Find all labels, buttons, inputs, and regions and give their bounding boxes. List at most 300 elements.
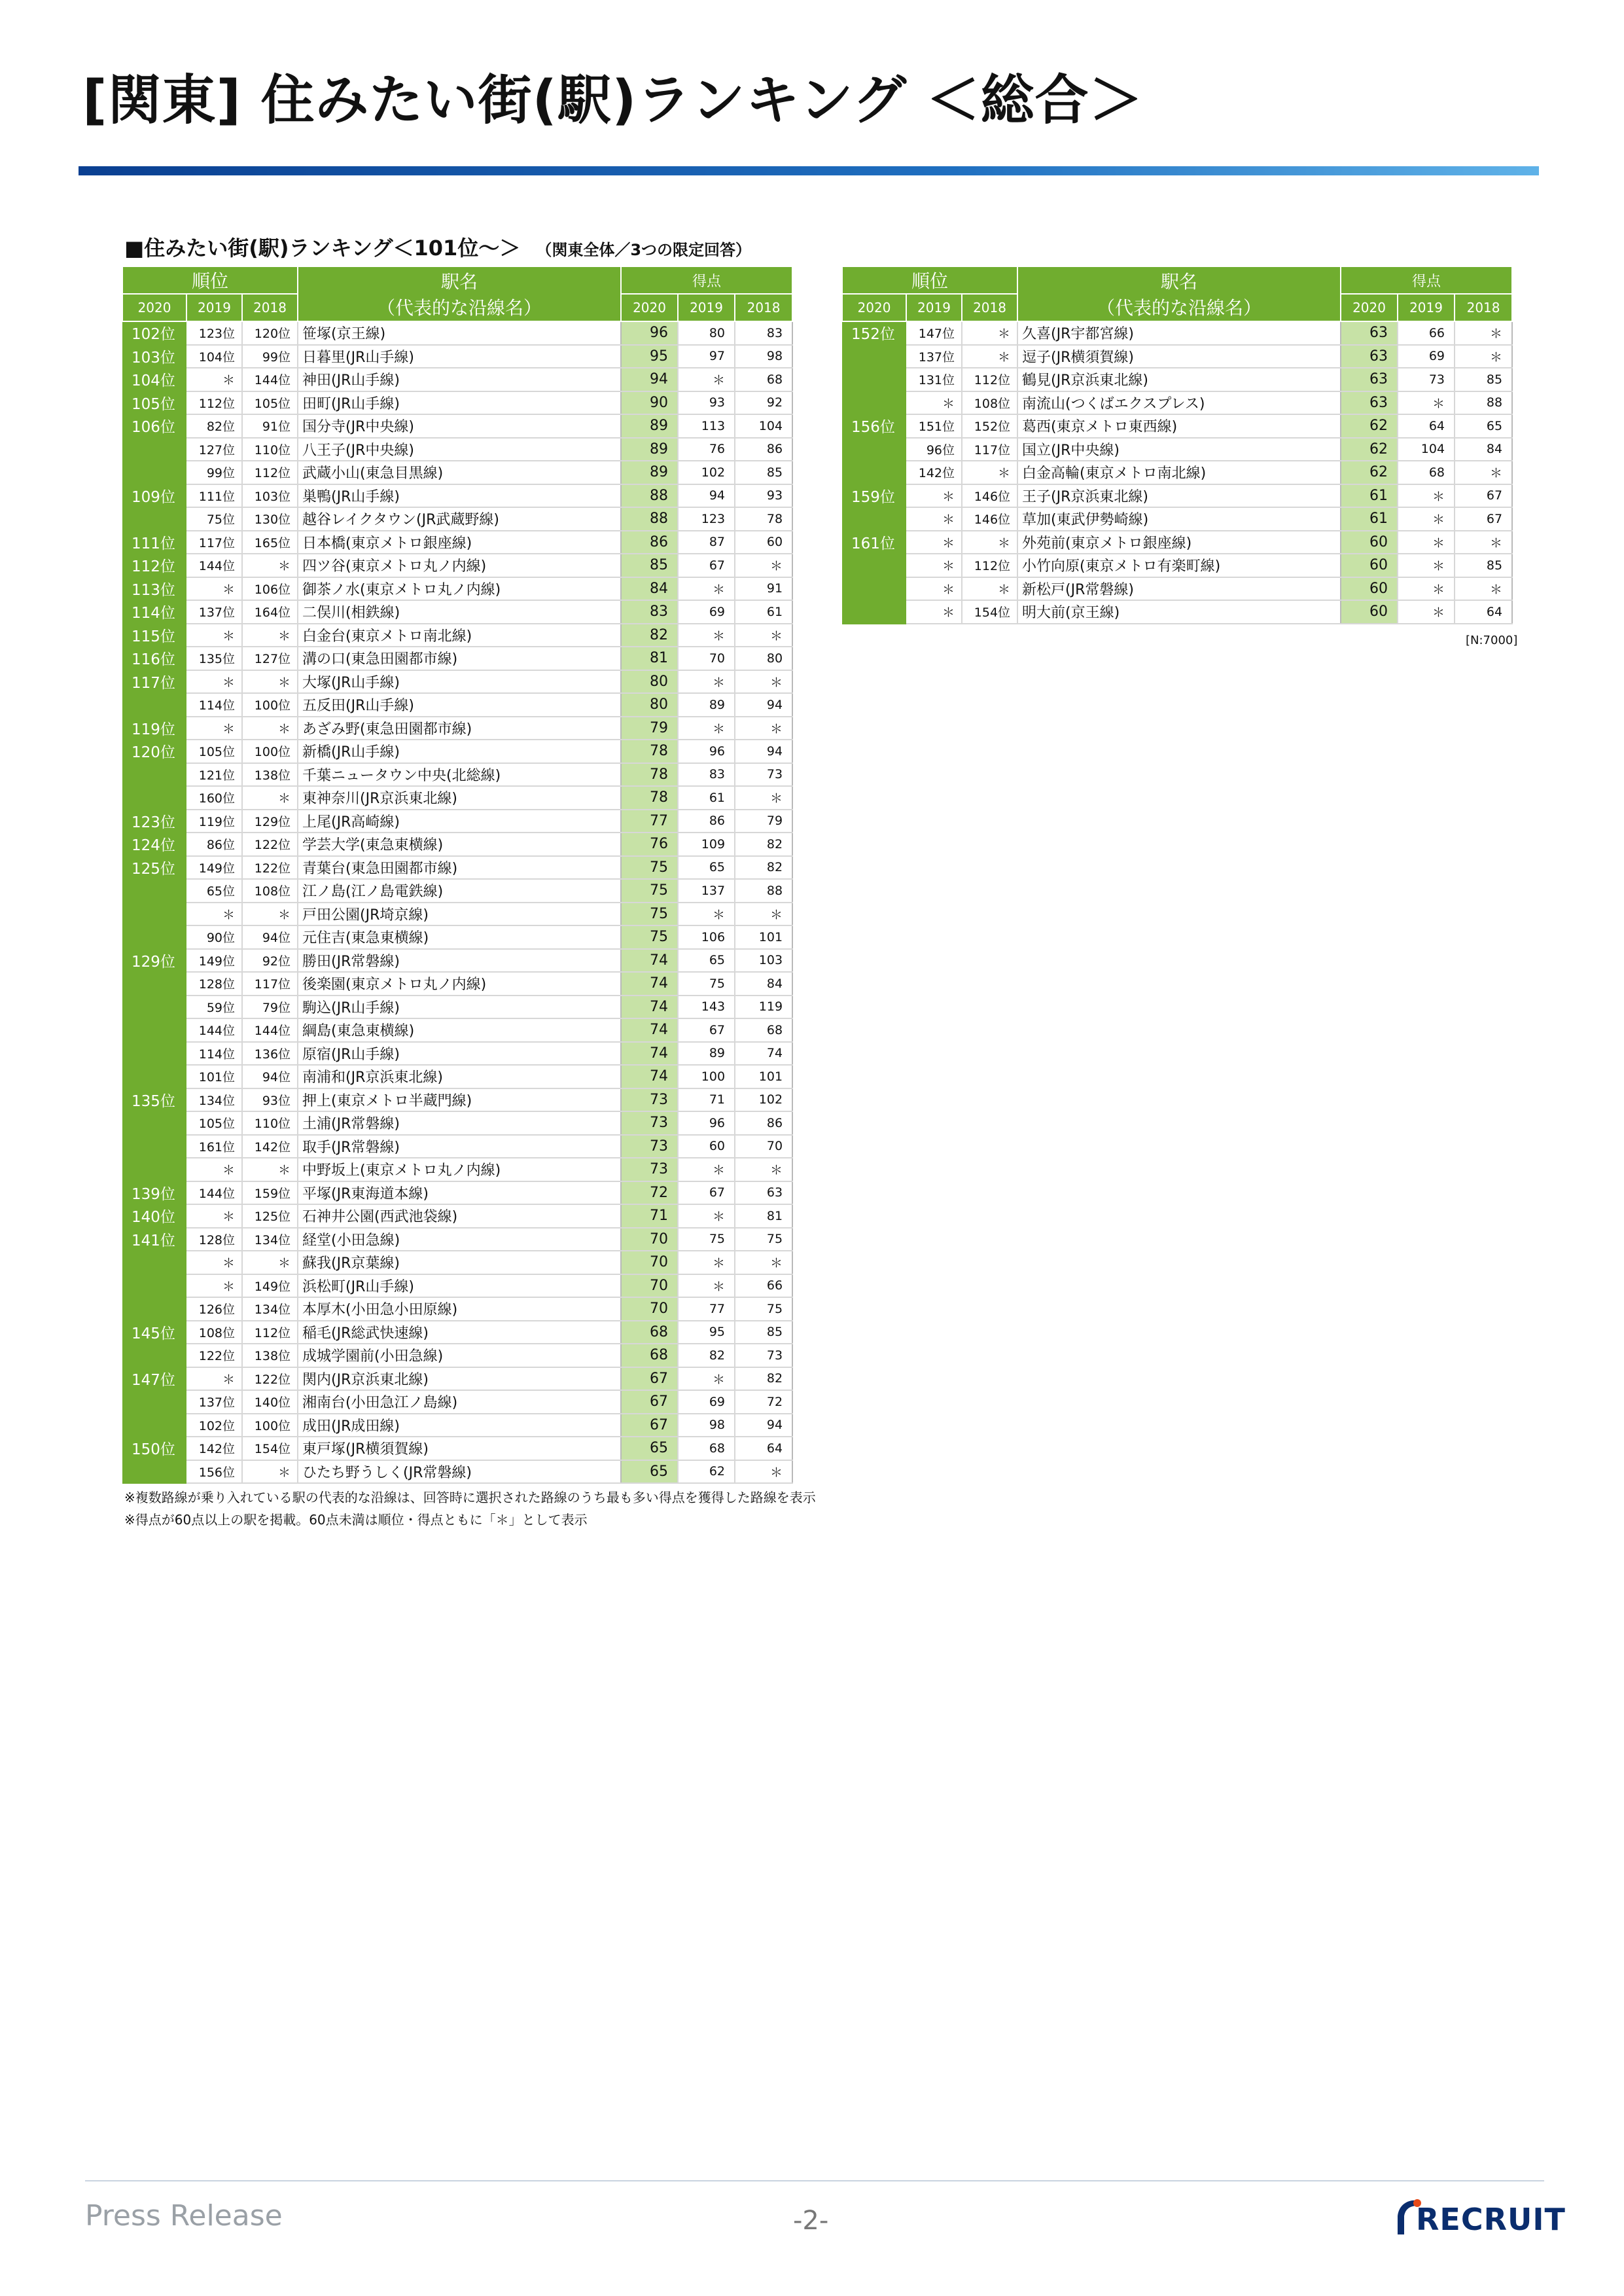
score-2020-cell: 68: [621, 1344, 678, 1367]
rank-2018-cell: 154位: [962, 600, 1017, 624]
rank-2018-cell: 140位: [242, 1390, 298, 1414]
rank-2019-cell: 114位: [186, 1042, 242, 1066]
rank-cell: 140位: [122, 1204, 186, 1228]
score-2019-cell: 123: [678, 507, 735, 531]
table-row: [122, 531, 792, 554]
rank-2019-cell: 151位: [906, 414, 962, 438]
score-2020-cell: 74: [621, 1042, 678, 1066]
score-2018-cell: 65: [1455, 414, 1512, 438]
score-2019-cell: 67: [678, 1018, 735, 1042]
score-2018-cell: 98: [735, 345, 792, 368]
rank-2018-cell: 103位: [242, 484, 298, 508]
rank-cell: [122, 1297, 186, 1321]
score-2020-cell: 77: [621, 810, 678, 833]
table-row: [122, 1367, 792, 1391]
rank-cell: [842, 461, 906, 484]
score-2019-cell: 97: [678, 345, 735, 368]
rank-2019-cell: 90位: [186, 925, 242, 949]
station-name-cell: 中野坂上(東京メトロ丸ノ内線): [298, 1158, 621, 1181]
score-2019-cell: ＊: [1398, 554, 1455, 577]
score-2020-cell: 75: [621, 856, 678, 880]
score-2020-cell: 89: [621, 461, 678, 484]
station-name-cell: 明大前(京王線): [1017, 600, 1341, 624]
score-2018-cell: 61: [735, 600, 792, 624]
score-2019-cell: 65: [678, 949, 735, 973]
rank-2019-cell: 122位: [186, 1344, 242, 1367]
header-rank-2019: 2019: [906, 294, 962, 321]
score-2018-cell: 74: [735, 1042, 792, 1066]
score-2020-cell: 76: [621, 833, 678, 856]
rank-2018-cell: ＊: [242, 903, 298, 926]
rank-cell: [842, 577, 906, 601]
rank-2018-cell: 122位: [242, 856, 298, 880]
rank-cell: 152位: [842, 321, 906, 345]
score-2018-cell: ＊: [735, 554, 792, 577]
station-name-cell: 四ツ谷(東京メトロ丸ノ内線): [298, 554, 621, 577]
station-name-cell: 逗子(JR横須賀線): [1017, 345, 1341, 368]
score-2018-cell: 68: [735, 368, 792, 391]
score-2020-cell: 60: [1341, 577, 1398, 601]
score-2019-cell: 102: [678, 461, 735, 484]
station-name-cell: 土浦(JR常磐線): [298, 1111, 621, 1135]
score-2018-cell: 101: [735, 1065, 792, 1088]
score-2018-cell: ＊: [735, 624, 792, 647]
rank-cell: 156位: [842, 414, 906, 438]
rank-2019-cell: 101位: [186, 1065, 242, 1088]
station-name-cell: 国立(JR中央線): [1017, 438, 1341, 461]
rank-cell: [842, 507, 906, 531]
table-row: [842, 368, 1512, 391]
station-name-cell: 二俣川(相鉄線): [298, 600, 621, 624]
score-2018-cell: ＊: [1455, 345, 1512, 368]
rank-2018-cell: 112位: [242, 461, 298, 484]
station-name-cell: 経堂(小田急線): [298, 1228, 621, 1251]
score-2019-cell: 95: [678, 1321, 735, 1344]
rank-2018-cell: 136位: [242, 1042, 298, 1066]
table-row: [842, 391, 1512, 415]
score-2019-cell: 86: [678, 810, 735, 833]
score-2020-cell: 60: [1341, 600, 1398, 624]
station-name-cell: 白金台(東京メトロ南北線): [298, 624, 621, 647]
rank-cell: 120位: [122, 740, 186, 763]
score-2018-cell: 84: [1455, 438, 1512, 461]
rank-2019-cell: 144位: [186, 554, 242, 577]
rank-2018-cell: 105位: [242, 391, 298, 415]
rank-2019-cell: 144位: [186, 1181, 242, 1205]
score-2020-cell: 70: [621, 1297, 678, 1321]
rank-2019-cell: 137位: [186, 600, 242, 624]
station-name-cell: 江ノ島(江ノ島電鉄線): [298, 879, 621, 903]
rank-cell: 119位: [122, 717, 186, 740]
score-2020-cell: 84: [621, 577, 678, 601]
score-2018-cell: 85: [1455, 368, 1512, 391]
rank-cell: [842, 391, 906, 415]
rank-2019-cell: 134位: [186, 1088, 242, 1112]
rank-2018-cell: 125位: [242, 1204, 298, 1228]
score-2020-cell: 67: [621, 1414, 678, 1437]
score-2020-cell: 75: [621, 925, 678, 949]
table-row: [122, 670, 792, 694]
score-2018-cell: 85: [735, 1321, 792, 1344]
table-row: [122, 1344, 792, 1367]
table-row: [122, 856, 792, 880]
score-2020-cell: 61: [1341, 484, 1398, 508]
rank-2019-cell: 131位: [906, 368, 962, 391]
table-row: [122, 949, 792, 973]
score-2019-cell: 93: [678, 391, 735, 415]
score-2019-cell: 143: [678, 996, 735, 1019]
rank-cell: [122, 925, 186, 949]
rank-2019-cell: 121位: [186, 763, 242, 787]
score-2019-cell: ＊: [1398, 531, 1455, 554]
header-rank-2018: 2018: [962, 294, 1017, 321]
rank-cell: [122, 903, 186, 926]
score-2019-cell: 89: [678, 693, 735, 717]
table-row: [122, 1390, 792, 1414]
score-2019-cell: ＊: [678, 1251, 735, 1274]
press-release-label: Press Release: [85, 2199, 283, 2233]
table-row: [122, 1135, 792, 1158]
rank-2019-cell: 75位: [186, 507, 242, 531]
score-2020-cell: 74: [621, 1065, 678, 1088]
rank-2019-cell: 142位: [186, 1437, 242, 1460]
section-heading: [124, 232, 751, 262]
station-name-cell: 五反田(JR山手線): [298, 693, 621, 717]
rank-2018-cell: 164位: [242, 600, 298, 624]
score-2020-cell: 73: [621, 1111, 678, 1135]
header-score-2020: 2020: [1341, 294, 1398, 321]
rank-2018-cell: 100位: [242, 693, 298, 717]
station-name-cell: 東神奈川(JR京浜東北線): [298, 786, 621, 810]
header-rank-2020: 2020: [842, 294, 906, 321]
title-underline: [79, 166, 1539, 175]
header-score: 得点: [1341, 266, 1512, 294]
table-row: [122, 833, 792, 856]
rank-2019-cell: 144位: [186, 1018, 242, 1042]
rank-2019-cell: ＊: [906, 600, 962, 624]
score-2019-cell: ＊: [1398, 391, 1455, 415]
station-name-cell: 南流山(つくばエクスプレス): [1017, 391, 1341, 415]
station-name-cell: 久喜(JR宇都宮線): [1017, 321, 1341, 345]
table-row: [122, 414, 792, 438]
rank-2019-cell: ＊: [906, 531, 962, 554]
rank-cell: [122, 507, 186, 531]
score-2019-cell: 61: [678, 786, 735, 810]
score-2018-cell: 60: [735, 531, 792, 554]
score-2019-cell: 80: [678, 321, 735, 345]
rank-2018-cell: 144位: [242, 368, 298, 391]
rank-2018-cell: ＊: [242, 786, 298, 810]
score-2020-cell: 78: [621, 786, 678, 810]
score-2018-cell: 78: [735, 507, 792, 531]
station-name-cell: 小竹向原(東京メトロ有楽町線): [1017, 554, 1341, 577]
table-row: [122, 1042, 792, 1066]
table-row: [842, 414, 1512, 438]
rank-2019-cell: 108位: [186, 1321, 242, 1344]
score-2020-cell: 63: [1341, 368, 1398, 391]
header-rank-2020: 2020: [122, 294, 186, 321]
score-2019-cell: 69: [678, 600, 735, 624]
station-name-cell: 青葉台(東急田園都市線): [298, 856, 621, 880]
score-2020-cell: 80: [621, 693, 678, 717]
table-row: [122, 1204, 792, 1228]
station-name-cell: 関内(JR京浜東北線): [298, 1367, 621, 1391]
rank-2018-cell: ＊: [962, 321, 1017, 345]
score-2020-cell: 74: [621, 949, 678, 973]
score-2020-cell: 88: [621, 507, 678, 531]
rank-2019-cell: ＊: [186, 1274, 242, 1298]
rank-2018-cell: ＊: [962, 531, 1017, 554]
score-2019-cell: 113: [678, 414, 735, 438]
score-2020-cell: 75: [621, 903, 678, 926]
score-2020-cell: 65: [621, 1460, 678, 1484]
table-row: [122, 461, 792, 484]
rank-cell: [122, 693, 186, 717]
table-row: [122, 717, 792, 740]
score-2019-cell: 109: [678, 833, 735, 856]
table-row: [842, 600, 1512, 624]
score-2018-cell: 79: [735, 810, 792, 833]
rank-cell: 112位: [122, 554, 186, 577]
station-name-cell: 巣鴨(JR山手線): [298, 484, 621, 508]
station-name-cell: 新松戸(JR常磐線): [1017, 577, 1341, 601]
header-score-2018: 2018: [735, 294, 792, 321]
header-station-line: （代表的な沿線名）: [377, 297, 542, 319]
rank-2019-cell: ＊: [186, 1367, 242, 1391]
rank-2018-cell: 110位: [242, 438, 298, 461]
score-2020-cell: 72: [621, 1181, 678, 1205]
rank-cell: [122, 1018, 186, 1042]
score-2020-cell: 85: [621, 554, 678, 577]
rank-2019-cell: 112位: [186, 391, 242, 415]
station-name-cell: 原宿(JR山手線): [298, 1042, 621, 1066]
score-2020-cell: 79: [621, 717, 678, 740]
rank-cell: [122, 972, 186, 996]
station-name-cell: 南浦和(JR京浜東北線): [298, 1065, 621, 1088]
score-2018-cell: 63: [735, 1181, 792, 1205]
table-row: [122, 321, 792, 345]
recruit-logo-text: RECRUIT: [1416, 2202, 1566, 2237]
rank-cell: 139位: [122, 1181, 186, 1205]
rank-2018-cell: 112位: [962, 368, 1017, 391]
score-2018-cell: 75: [735, 1228, 792, 1251]
score-2018-cell: 67: [1455, 507, 1512, 531]
score-2019-cell: ＊: [678, 577, 735, 601]
score-2018-cell: 94: [735, 693, 792, 717]
score-2019-cell: ＊: [678, 717, 735, 740]
score-2020-cell: 63: [1341, 391, 1398, 415]
rank-cell: 150位: [122, 1437, 186, 1460]
rank-2018-cell: 154位: [242, 1437, 298, 1460]
table-row: [122, 1018, 792, 1042]
score-2018-cell: ＊: [1455, 461, 1512, 484]
rank-2018-cell: ＊: [242, 670, 298, 694]
table-row: [122, 1274, 792, 1298]
score-2019-cell: 89: [678, 1042, 735, 1066]
rank-cell: [842, 554, 906, 577]
score-2018-cell: 82: [735, 856, 792, 880]
station-name-cell: 成田(JR成田線): [298, 1414, 621, 1437]
station-name-cell: 白金高輪(東京メトロ南北線): [1017, 461, 1341, 484]
rank-cell: [122, 1042, 186, 1066]
rank-2019-cell: 119位: [186, 810, 242, 833]
rank-cell: [122, 1460, 186, 1484]
rank-2018-cell: ＊: [242, 1158, 298, 1181]
rank-cell: 129位: [122, 949, 186, 973]
score-2018-cell: 81: [735, 1204, 792, 1228]
station-name-cell: 国分寺(JR中央線): [298, 414, 621, 438]
rank-2018-cell: 93位: [242, 1088, 298, 1112]
score-2020-cell: 75: [621, 879, 678, 903]
page-title: [関東] 住みたい街(駅)ランキング ＜総合＞: [82, 69, 1144, 132]
rank-cell: [842, 438, 906, 461]
score-2020-cell: 70: [621, 1228, 678, 1251]
rank-2019-cell: 117位: [186, 531, 242, 554]
score-2019-cell: 98: [678, 1414, 735, 1437]
rank-cell: 104位: [122, 368, 186, 391]
score-2019-cell: ＊: [1398, 484, 1455, 508]
rank-cell: [842, 368, 906, 391]
header-rank-2018: 2018: [242, 294, 298, 321]
page-number: -2-: [793, 2206, 829, 2236]
table-row: [122, 1297, 792, 1321]
rank-2019-cell: 137位: [906, 345, 962, 368]
rank-cell: 116位: [122, 647, 186, 670]
ranking-rows-right: [842, 321, 1512, 624]
score-2020-cell: 74: [621, 972, 678, 996]
table-row: [122, 740, 792, 763]
score-2020-cell: 74: [621, 1018, 678, 1042]
rank-cell: [122, 1065, 186, 1088]
footer-divider: [85, 2180, 1544, 2181]
score-2018-cell: ＊: [735, 1158, 792, 1181]
rank-cell: 109位: [122, 484, 186, 508]
score-2020-cell: 68: [621, 1321, 678, 1344]
score-2019-cell: 70: [678, 647, 735, 670]
station-name-cell: 日本橋(東京メトロ銀座線): [298, 531, 621, 554]
station-name-cell: 王子(JR京浜東北線): [1017, 484, 1341, 508]
station-name-cell: 鶴見(JR京浜東北線): [1017, 368, 1341, 391]
header-score-2018: 2018: [1455, 294, 1512, 321]
rank-2019-cell: 142位: [906, 461, 962, 484]
note-line-2: ※得点が60点以上の駅を掲載。60点未満は順位・得点ともに「＊」として表示: [124, 1512, 588, 1528]
score-2018-cell: 73: [735, 763, 792, 787]
station-name-cell: 後楽園(東京メトロ丸ノ内線): [298, 972, 621, 996]
score-2019-cell: ＊: [1398, 507, 1455, 531]
rank-2019-cell: 137位: [186, 1390, 242, 1414]
score-2019-cell: 137: [678, 879, 735, 903]
rank-2018-cell: 108位: [962, 391, 1017, 415]
rank-2019-cell: 104位: [186, 345, 242, 368]
score-2018-cell: 86: [735, 438, 792, 461]
table-row: [122, 345, 792, 368]
score-2018-cell: 119: [735, 996, 792, 1019]
score-2019-cell: 65: [678, 856, 735, 880]
table-row: [122, 1321, 792, 1344]
score-2019-cell: 104: [1398, 438, 1455, 461]
table-row: [842, 461, 1512, 484]
rank-2019-cell: 111位: [186, 484, 242, 508]
score-2020-cell: 62: [1341, 414, 1398, 438]
station-name-cell: 蘇我(JR京葉線): [298, 1251, 621, 1274]
ranking-table-right: [841, 266, 1513, 624]
rank-2019-cell: 161位: [186, 1135, 242, 1158]
score-2019-cell: 68: [678, 1437, 735, 1460]
rank-2018-cell: 134位: [242, 1228, 298, 1251]
rank-2018-cell: 138位: [242, 1344, 298, 1367]
score-2018-cell: ＊: [1455, 531, 1512, 554]
rank-2018-cell: ＊: [962, 461, 1017, 484]
score-2018-cell: 75: [735, 1297, 792, 1321]
rank-cell: 111位: [122, 531, 186, 554]
rank-2019-cell: ＊: [186, 1158, 242, 1181]
score-2018-cell: 64: [1455, 600, 1512, 624]
score-2018-cell: 85: [735, 461, 792, 484]
ranking-table-left: [122, 266, 793, 1484]
rank-2018-cell: 100位: [242, 1414, 298, 1437]
score-2019-cell: ＊: [678, 903, 735, 926]
score-2019-cell: 100: [678, 1065, 735, 1088]
score-2018-cell: 102: [735, 1088, 792, 1112]
rank-cell: 145位: [122, 1321, 186, 1344]
rank-cell: 106位: [122, 414, 186, 438]
rank-cell: 113位: [122, 577, 186, 601]
score-2020-cell: 73: [621, 1158, 678, 1181]
table-row: [122, 647, 792, 670]
rank-cell: 161位: [842, 531, 906, 554]
rank-2019-cell: 86位: [186, 833, 242, 856]
rank-2019-cell: ＊: [186, 368, 242, 391]
header-station-line: （代表的な沿線名）: [1097, 297, 1262, 319]
rank-2019-cell: ＊: [906, 484, 962, 508]
score-2020-cell: 73: [621, 1135, 678, 1158]
rank-2018-cell: 149位: [242, 1274, 298, 1298]
score-2020-cell: 83: [621, 600, 678, 624]
station-name-cell: 石神井公園(西武池袋線): [298, 1204, 621, 1228]
score-2020-cell: 63: [1341, 321, 1398, 345]
station-name-cell: 千葉ニュータウン中央(北総線): [298, 763, 621, 787]
station-name-cell: 越谷レイクタウン(JR武蔵野線): [298, 507, 621, 531]
rank-2018-cell: ＊: [242, 624, 298, 647]
score-2020-cell: 90: [621, 391, 678, 415]
header-score-2020: 2020: [621, 294, 678, 321]
station-name-cell: 取手(JR常磐線): [298, 1135, 621, 1158]
score-2019-cell: 67: [678, 554, 735, 577]
table-row: [122, 600, 792, 624]
rank-2019-cell: 65位: [186, 879, 242, 903]
score-2020-cell: 65: [621, 1437, 678, 1460]
rank-2019-cell: 149位: [186, 856, 242, 880]
rank-2018-cell: 91位: [242, 414, 298, 438]
rank-2019-cell: 135位: [186, 647, 242, 670]
score-2018-cell: 73: [735, 1344, 792, 1367]
score-2018-cell: 88: [1455, 391, 1512, 415]
rank-cell: 124位: [122, 833, 186, 856]
rank-2019-cell: ＊: [186, 903, 242, 926]
score-2019-cell: ＊: [678, 368, 735, 391]
score-2018-cell: 64: [735, 1437, 792, 1460]
station-name-cell: 笹塚(京王線): [298, 321, 621, 345]
score-2018-cell: ＊: [735, 717, 792, 740]
rank-2019-cell: ＊: [906, 507, 962, 531]
score-2019-cell: 77: [678, 1297, 735, 1321]
rank-2019-cell: ＊: [186, 1251, 242, 1274]
rank-2019-cell: 127位: [186, 438, 242, 461]
table-row: [122, 1158, 792, 1181]
rank-cell: 135位: [122, 1088, 186, 1112]
score-2019-cell: 64: [1398, 414, 1455, 438]
rank-2019-cell: ＊: [906, 577, 962, 601]
